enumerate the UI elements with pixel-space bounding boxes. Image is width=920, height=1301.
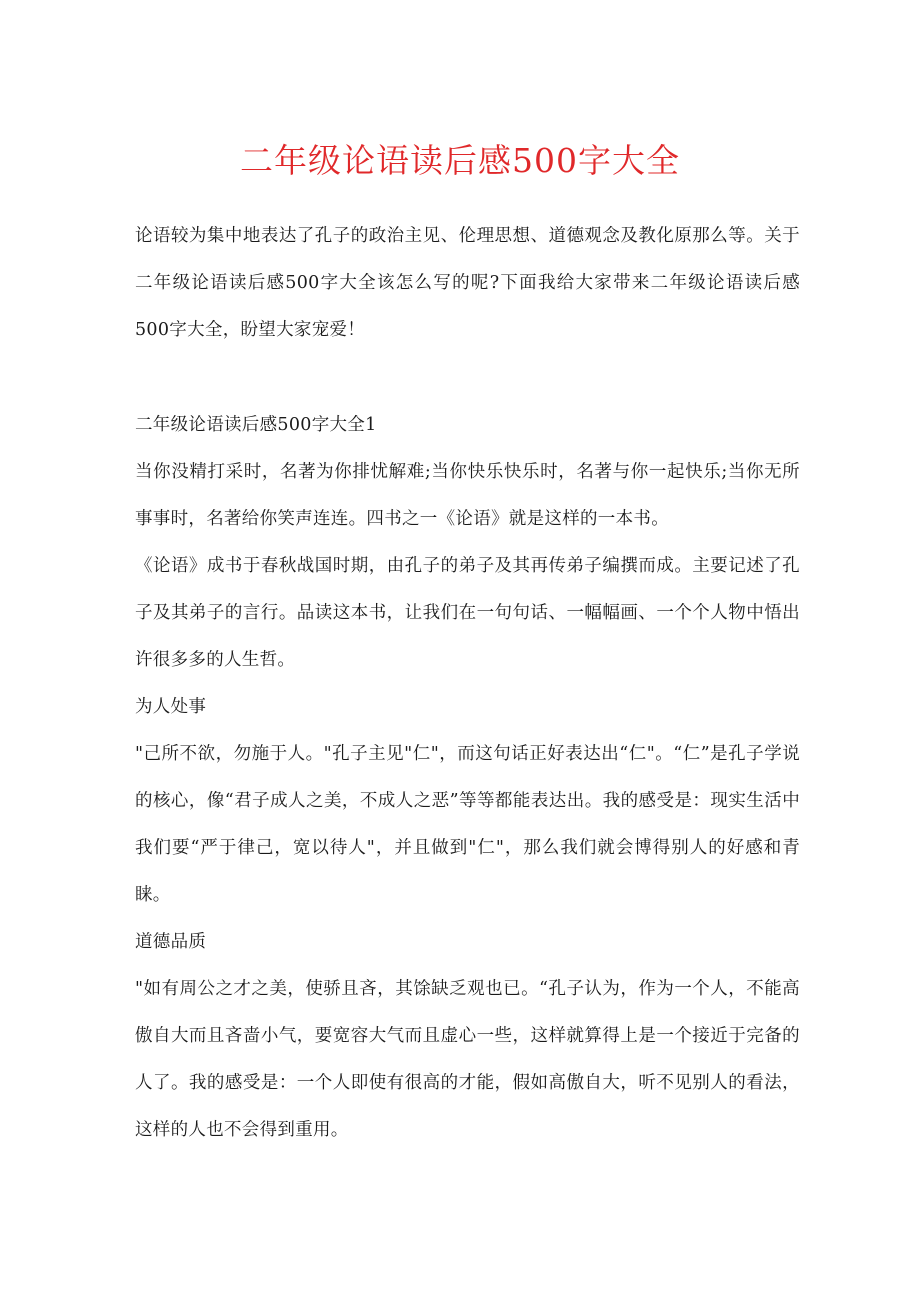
section-1-heading: 二年级论语读后感500字大全1 xyxy=(135,415,377,435)
section-1-paragraph-2: 《论语》成书于春秋战国时期，由孔子的弟子及其再传弟子编撰而成。主要记述了孔子及其弟子的言行。品读这本书，让我们在一句句话、一幅幅画、一个个人物中悟出许很多多的人生哲。 xyxy=(135,556,800,670)
subheading-conduct: 为人处事 xyxy=(135,697,207,717)
intro-paragraph: 论语较为集中地表达了孔子的政治主见、伦理思想、道德观念及教化原那么等。关于二年级论语读后感500字大全该怎么写的呢?下面我给大家带来二年级论语读后感500字大全，盼望大家宠爱！ xyxy=(135,226,800,340)
document-title: 二年级论语读后感500字大全 xyxy=(240,141,680,180)
morality-paragraph: "如有周公之才之美，使骄且吝，其馀缺乏观也已。“孔子认为，作为一个人，不能高傲自大而且吝啬小气，要宽容大气而且虚心一些，这样就算得上是一个接近于完备的人了。我的感受是：一个人即使有很高的才能，假如高傲自大，听不见别人的看法，这样的人也不会得到重用。 xyxy=(135,979,800,1140)
conduct-paragraph: "己所不欲，勿施于人。"孔子主见"仁"，而这句话正好表达出“仁"。“仁”是孔子学说的核心，像“君子成人之美，不成人之恶”等等都能表达出。我的感受是：现实生活中我们要“严于律己，宽以待人"，并且做到"仁"，那么我们就会博得别人的好感和青睐。 xyxy=(135,744,800,905)
intro-block xyxy=(135,213,800,354)
section-1-paragraph-1: 当你没精打采时，名著为你排忧解难;当你快乐快乐时，名著与你一起快乐;当你无所事事时，名著给你笑声连连。四书之一《论语》就是这样的一本书。 xyxy=(135,462,800,529)
subheading-morality: 道德品质 xyxy=(135,932,207,952)
section-1 xyxy=(135,402,800,1154)
